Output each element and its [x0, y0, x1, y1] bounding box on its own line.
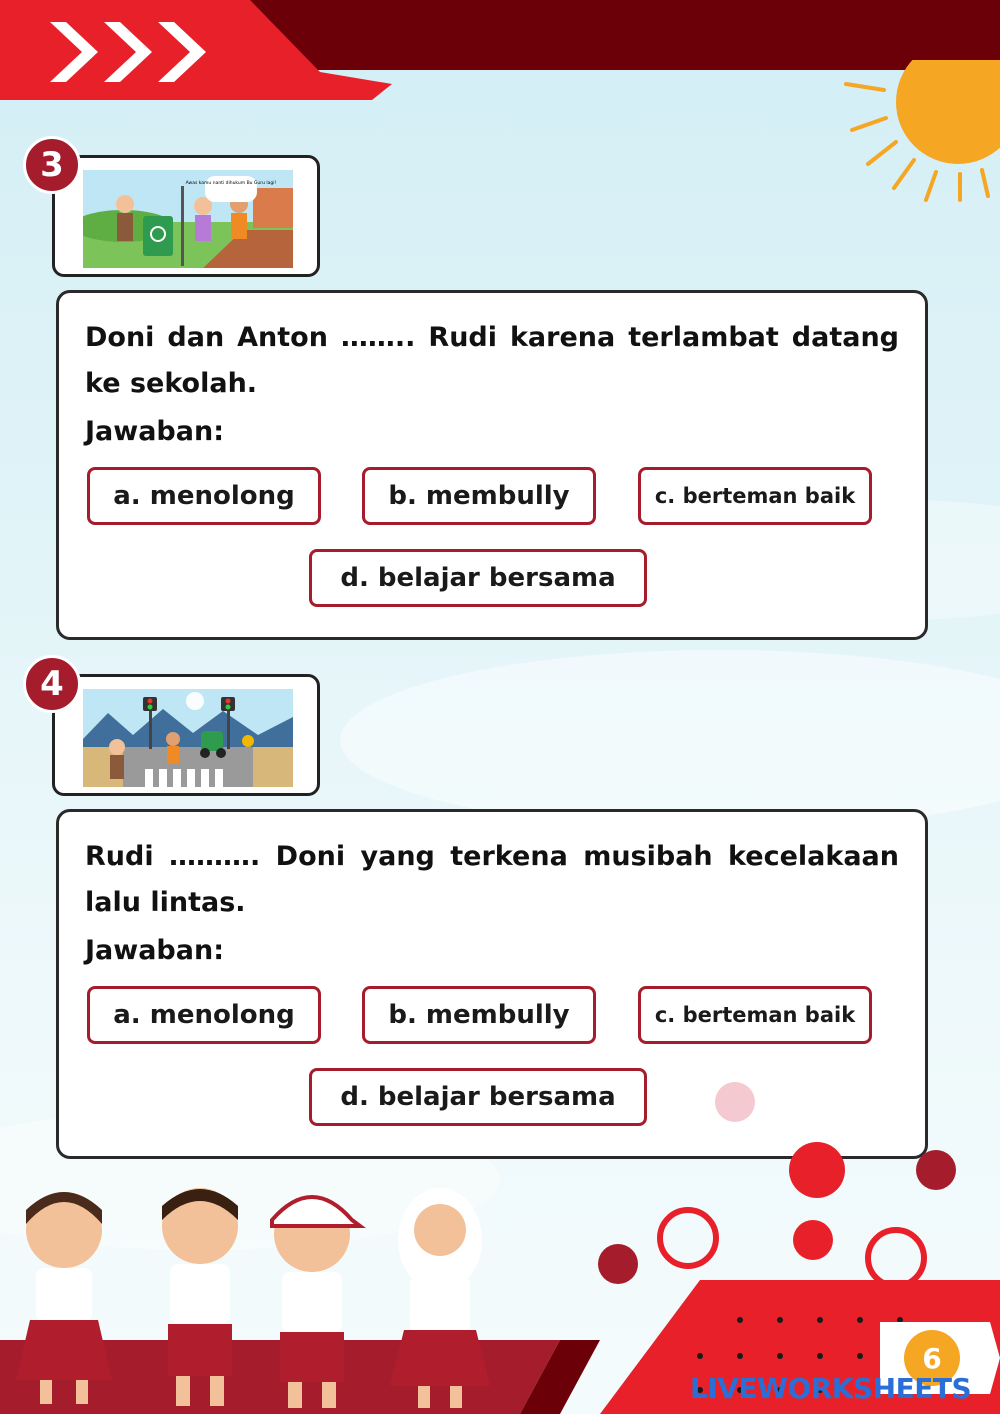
- question-4-text: Rudi ………. Doni yang terkena musibah kecelakaan lalu lintas.: [85, 841, 899, 918]
- question-3-number: 3: [23, 136, 81, 194]
- question-3-image: [52, 155, 320, 277]
- street-lamp: [181, 186, 184, 266]
- recycle-bin-icon: [143, 216, 173, 256]
- sun-icon: [840, 60, 1000, 210]
- question-3-option-c[interactable]: c. berteman baik: [638, 467, 872, 525]
- question-4-answer-label: Jawaban:: [85, 935, 224, 966]
- question-4-option-b[interactable]: b. membully: [362, 986, 596, 1044]
- svg-text:Awas kamu nanti dihukum Bu Gur: [186, 180, 277, 186]
- children-illustration: [0, 1180, 540, 1414]
- question-4-image: [52, 674, 320, 796]
- question-3-card: [56, 290, 928, 640]
- question-3-option-b[interactable]: b. membully: [362, 467, 596, 525]
- question-3-option-d[interactable]: d. belajar bersama: [309, 549, 647, 607]
- question-3-answer-label: Jawaban:: [85, 416, 224, 447]
- question-4-number: 4: [23, 655, 81, 713]
- question-4-option-c[interactable]: c. berteman baik: [638, 986, 872, 1044]
- question-4-option-a[interactable]: a. menolong: [87, 986, 321, 1044]
- question-4-option-d[interactable]: d. belajar bersama: [309, 1068, 647, 1126]
- speech-bubble-text: Awas kamu nanti dihukum Bu Guru lagi!: [185, 181, 277, 186]
- page-number: 6: [904, 1330, 960, 1386]
- question-3-text: Doni dan Anton …….. Rudi karena terlambat datang ke sekolah.: [85, 322, 899, 399]
- question-3-option-a[interactable]: a. menolong: [87, 467, 321, 525]
- brand-logo[interactable]: LIVEWORKSHEETS: [690, 1372, 972, 1405]
